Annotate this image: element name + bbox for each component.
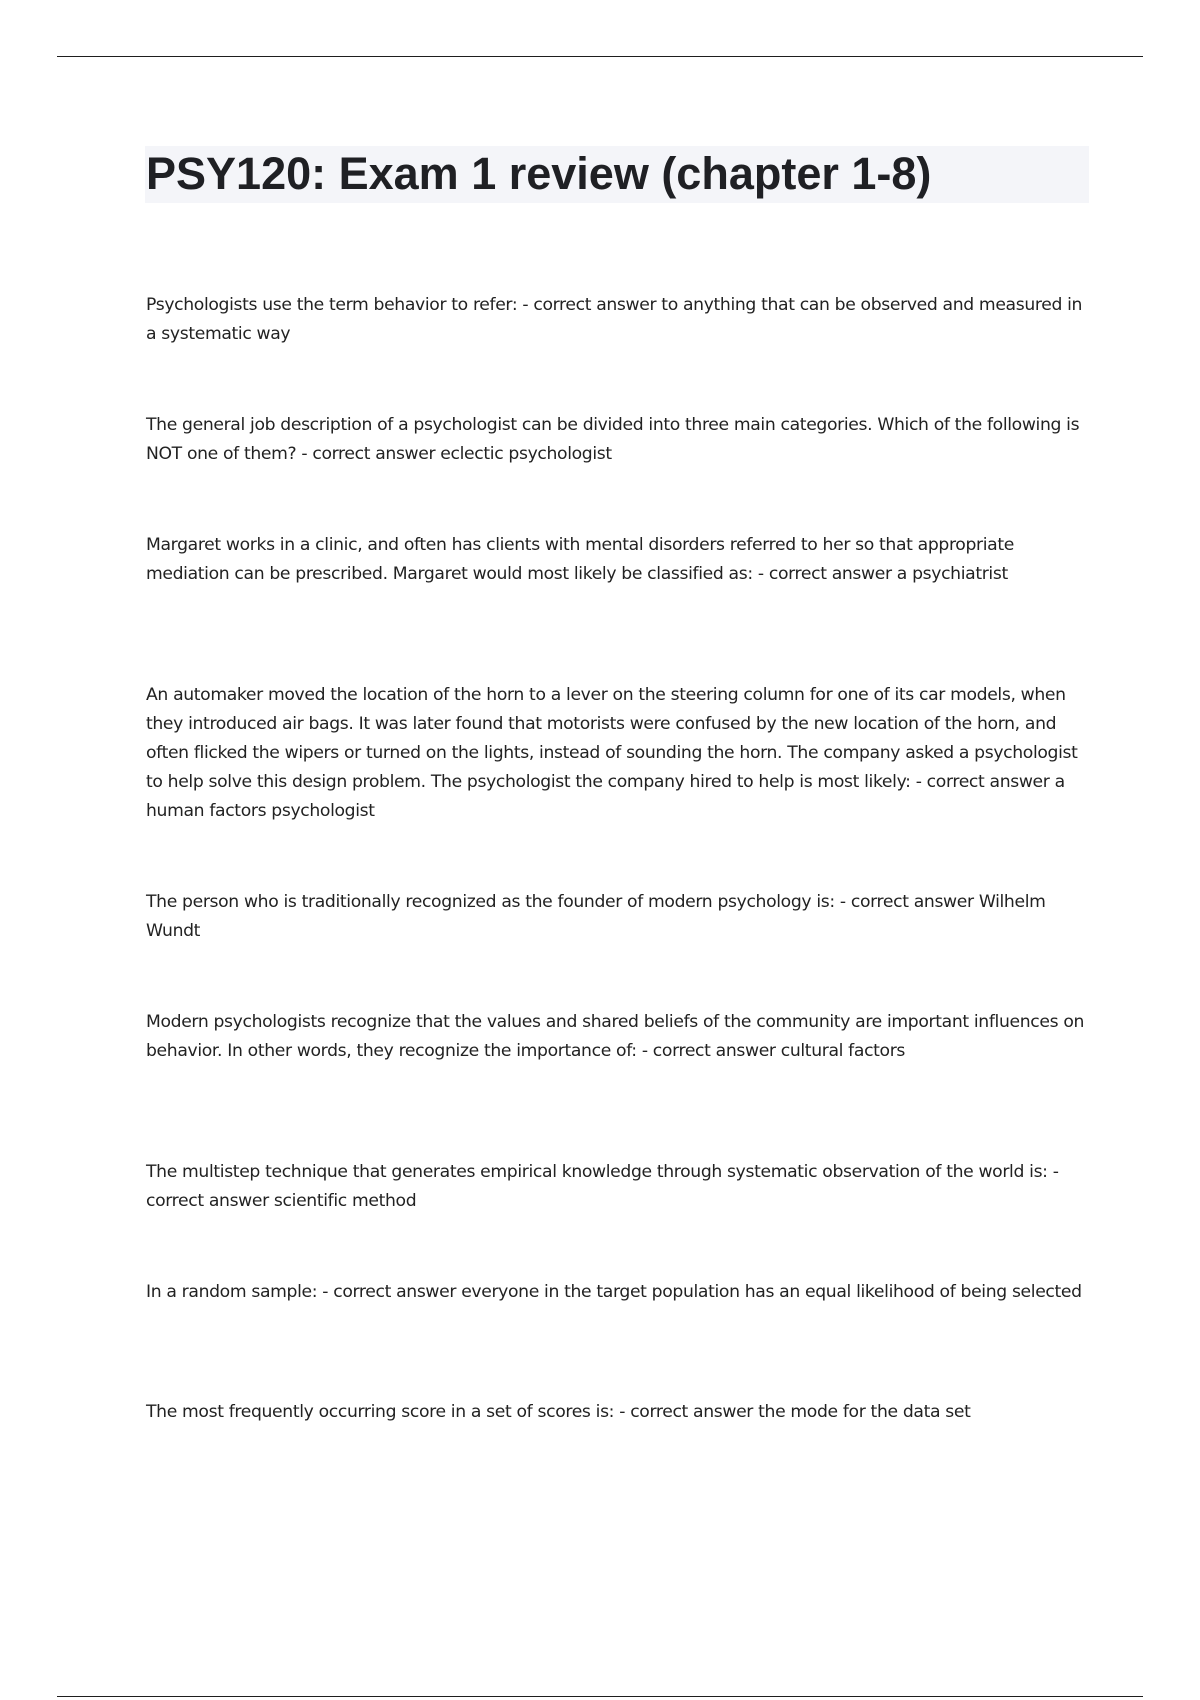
qa-item-9: The most frequently occurring score in a set of scores is: - correct answer the mode for the data set xyxy=(146,1402,971,1422)
bottom-rule xyxy=(57,1696,1143,1697)
qa-item-2: The general job description of a psychologist can be divided into three main categories. Which of the following is NOT one of them? - correct answer eclectic psychologist xyxy=(146,415,1080,464)
top-rule xyxy=(57,56,1143,57)
qa-item-5: The person who is traditionally recognized as the founder of modern psychology is: - correct answer Wilhelm Wundt xyxy=(146,892,1046,941)
qa-item-8: In a random sample: - correct answer everyone in the target population has an equal likelihood of being selected xyxy=(146,1282,1082,1302)
qa-item-6: Modern psychologists recognize that the values and shared beliefs of the community are important influences on behavior. In other words, they recognize the importance of: - correct answer cultural factors xyxy=(146,1012,1085,1061)
qa-item-1: Psychologists use the term behavior to refer: - correct answer to anything that can be observed and measured in a systematic way xyxy=(146,295,1083,344)
qa-item-7: The multistep technique that generates empirical knowledge through systematic observation of the world is: - correct answer scientific method xyxy=(146,1162,1059,1211)
qa-item-4: An automaker moved the location of the horn to a lever on the steering column for one of its car models, when they introduced air bags. It was later found that motorists were confused by the new location of the horn, and often flicked the wipers or turned on the lights, instead of sounding the horn. The company asked a psychologist to help solve this design problem. The psychologist the company hired to help is most likely: - correct answer a human factors psychologist xyxy=(146,685,1078,821)
qa-item-3: Margaret works in a clinic, and often has clients with mental disorders referred to her so that appropriate mediation can be prescribed. Margaret would most likely be classified as: - correct answer a psychiatrist xyxy=(146,535,1014,584)
document-title: PSY120: Exam 1 review (chapter 1-8) xyxy=(146,148,932,199)
